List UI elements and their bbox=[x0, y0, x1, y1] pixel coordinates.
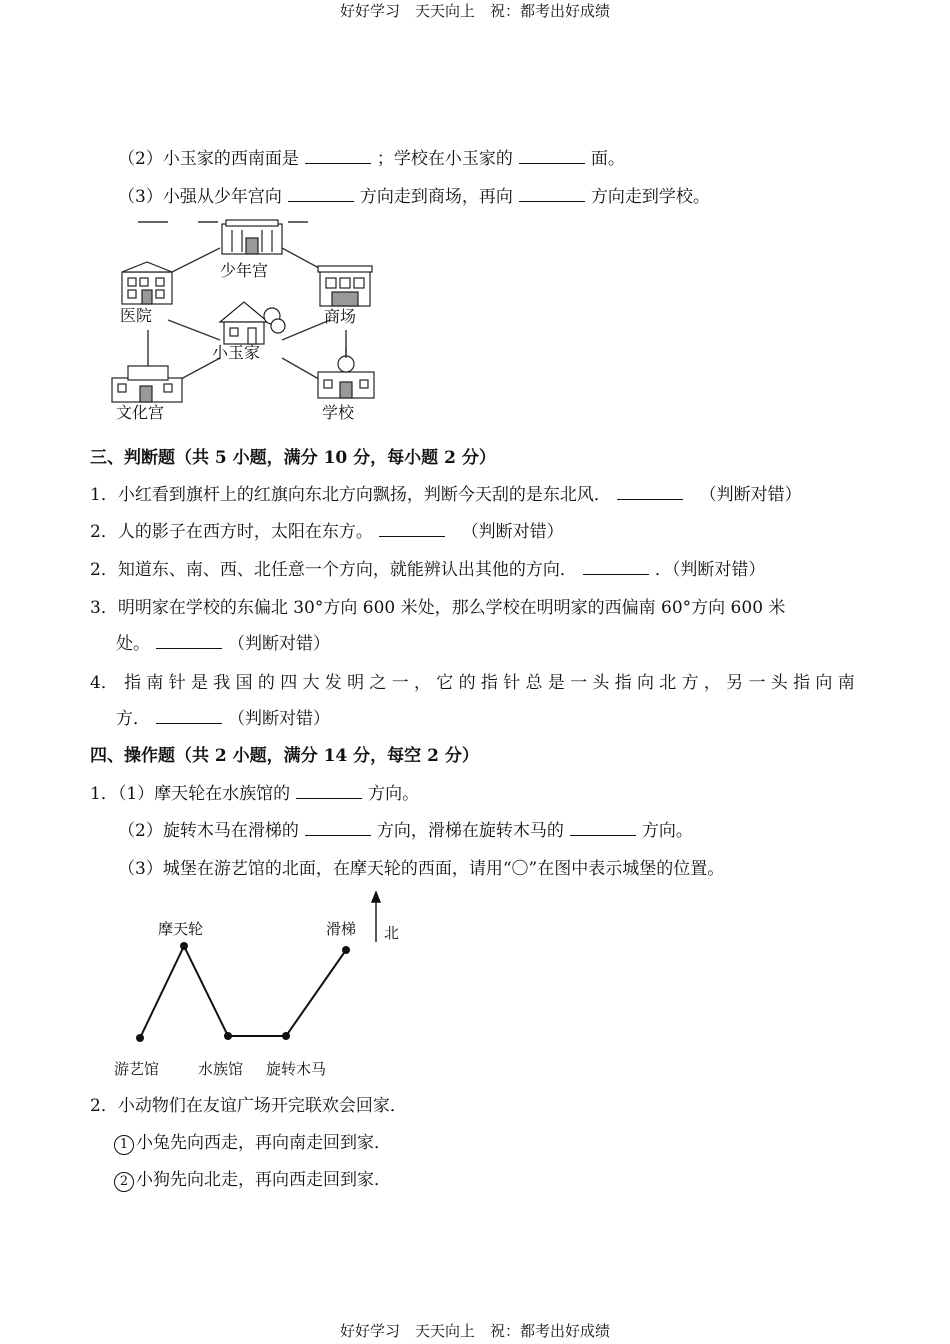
op-text: 小狗先向北走，再向西走回到家． bbox=[136, 1170, 391, 1190]
q3-line bbox=[118, 182, 710, 207]
map2-label: 北 bbox=[384, 924, 400, 942]
map1-label: 文化宫 bbox=[116, 403, 165, 422]
section4-title: 四、操作题（共 2 小题，满分 14 分，每空 2 分） bbox=[90, 746, 479, 766]
page-footer: 好好学习 天天向上 祝：都考出好成绩 bbox=[339, 1322, 610, 1340]
item-tail: （判断对错） bbox=[228, 709, 330, 729]
map2-point bbox=[282, 1032, 290, 1040]
answer-blank[interactable] bbox=[519, 149, 585, 164]
map2-label: 旋转木马 bbox=[266, 1060, 327, 1078]
map1-label: 商场 bbox=[324, 307, 357, 326]
op-text: 方向，滑梯在旋转木马的 bbox=[376, 821, 564, 841]
school-icon bbox=[318, 348, 374, 398]
map2-label: 游艺馆 bbox=[114, 1060, 160, 1078]
answer-blank[interactable] bbox=[305, 149, 371, 164]
answer-blank[interactable] bbox=[617, 485, 683, 500]
item-text: 人的影子在西方时，太阳在东方。 bbox=[117, 522, 373, 542]
judge-item-4-cont bbox=[116, 629, 330, 654]
item-tail: （判断对错） bbox=[228, 634, 330, 654]
op-text: 方向。 bbox=[368, 784, 420, 804]
amusement-park-map bbox=[108, 888, 408, 1084]
op-text: 小兔先向西走，再向南走回到家． bbox=[136, 1133, 391, 1153]
north-arrow-icon bbox=[372, 892, 380, 942]
answer-blank[interactable] bbox=[519, 187, 585, 202]
map2-point bbox=[180, 942, 188, 950]
map1-label: 医院 bbox=[120, 306, 153, 325]
q3-text-c: 方向走到学校。 bbox=[590, 187, 710, 207]
item-text: 知道东、南、西、北任意一个方向，就能辨认出其他的方向． bbox=[117, 560, 577, 580]
item-text: 指南针是我国的四大发明之一，它的指针总是一头指向北方，另一头指向南 bbox=[124, 673, 860, 693]
section3-title: 三、判断题（共 5 小题，满分 10 分，每小题 2 分） bbox=[90, 448, 496, 468]
map1-label: 学校 bbox=[322, 403, 355, 422]
youth-palace-icon bbox=[222, 220, 282, 254]
op-text: 1．（1）摩天轮在水族馆的 bbox=[90, 784, 291, 804]
answer-blank[interactable] bbox=[288, 187, 354, 202]
map2-label: 滑梯 bbox=[326, 920, 357, 938]
judge-item-3 bbox=[90, 555, 765, 580]
answer-blank[interactable] bbox=[296, 784, 362, 799]
judge-item-5-cont bbox=[116, 704, 330, 729]
map2-point bbox=[136, 1034, 144, 1042]
home-icon bbox=[220, 302, 285, 344]
item-num: 2． bbox=[90, 522, 118, 542]
op-q2 bbox=[118, 816, 693, 841]
op-q4: 2．小动物们在友谊广场开完联欢会回家． bbox=[90, 1096, 407, 1116]
map2-label: 摩天轮 bbox=[158, 920, 204, 938]
judge-item-5 bbox=[90, 668, 860, 693]
circled-number: 1 bbox=[114, 1135, 134, 1155]
item-num: 2． bbox=[90, 560, 118, 580]
map2-point bbox=[342, 946, 350, 954]
q2-line1 bbox=[118, 144, 625, 169]
op-q4-1 bbox=[114, 1128, 391, 1155]
item-num: 1． bbox=[90, 485, 118, 505]
map1-label: 小玉家 bbox=[212, 343, 261, 362]
cultural-palace-icon bbox=[112, 366, 182, 402]
circled-number: 2 bbox=[114, 1172, 134, 1192]
hospital-icon bbox=[122, 262, 172, 304]
page-header: 好好学习 天天向上 祝：都考出好成绩 bbox=[339, 2, 610, 20]
q2-text-a: （2）小玉家的西南面是 bbox=[118, 149, 299, 169]
item-num: 4． bbox=[90, 673, 118, 693]
item-tail: ．（判断对错） bbox=[654, 560, 766, 580]
q3-text-b: 方向走到商场，再向 bbox=[359, 187, 513, 207]
answer-blank[interactable] bbox=[379, 522, 445, 537]
item-tail: （判断对错） bbox=[699, 485, 802, 505]
item-cont: 方． bbox=[116, 709, 150, 729]
item-text: 小红看到旗杆上的红旗向东北方向飘扬，判断今天刮的是东北风． bbox=[117, 485, 611, 505]
map2-label: 水族馆 bbox=[198, 1060, 244, 1078]
judge-item-4 bbox=[90, 593, 785, 618]
neighborhood-map bbox=[108, 218, 388, 424]
item-cont: 处。 bbox=[116, 634, 150, 654]
map2-point bbox=[224, 1032, 232, 1040]
answer-blank[interactable] bbox=[156, 709, 222, 724]
judge-item-1 bbox=[90, 480, 802, 505]
op-text: （2）旋转木马在滑梯的 bbox=[118, 821, 299, 841]
answer-blank[interactable] bbox=[570, 821, 636, 836]
answer-blank[interactable] bbox=[583, 560, 649, 575]
op-q4-2 bbox=[114, 1165, 391, 1192]
item-text: 明明家在学校的东偏北 30°方向 600 米处，那么学校在明明家的西偏南 60°方向 600 米 bbox=[117, 598, 786, 618]
op-q3: （3）城堡在游艺馆的北面，在摩天轮的西面，请用“〇”在图中表示城堡的位置。 bbox=[118, 859, 725, 879]
op-q1 bbox=[90, 779, 419, 804]
map1-label: 少年宫 bbox=[220, 261, 269, 280]
q2-text-b: ；学校在小玉家的 bbox=[376, 149, 513, 169]
op-text: 方向。 bbox=[641, 821, 693, 841]
q2-text-c: 面。 bbox=[590, 149, 625, 169]
item-tail: （判断对错） bbox=[461, 522, 564, 542]
mall-icon bbox=[318, 266, 372, 306]
answer-blank[interactable] bbox=[156, 634, 222, 649]
answer-blank[interactable] bbox=[305, 821, 371, 836]
judge-item-2 bbox=[90, 517, 564, 542]
q3-text-a: （3）小强从少年宫向 bbox=[118, 187, 282, 207]
item-num: 3． bbox=[90, 598, 118, 618]
